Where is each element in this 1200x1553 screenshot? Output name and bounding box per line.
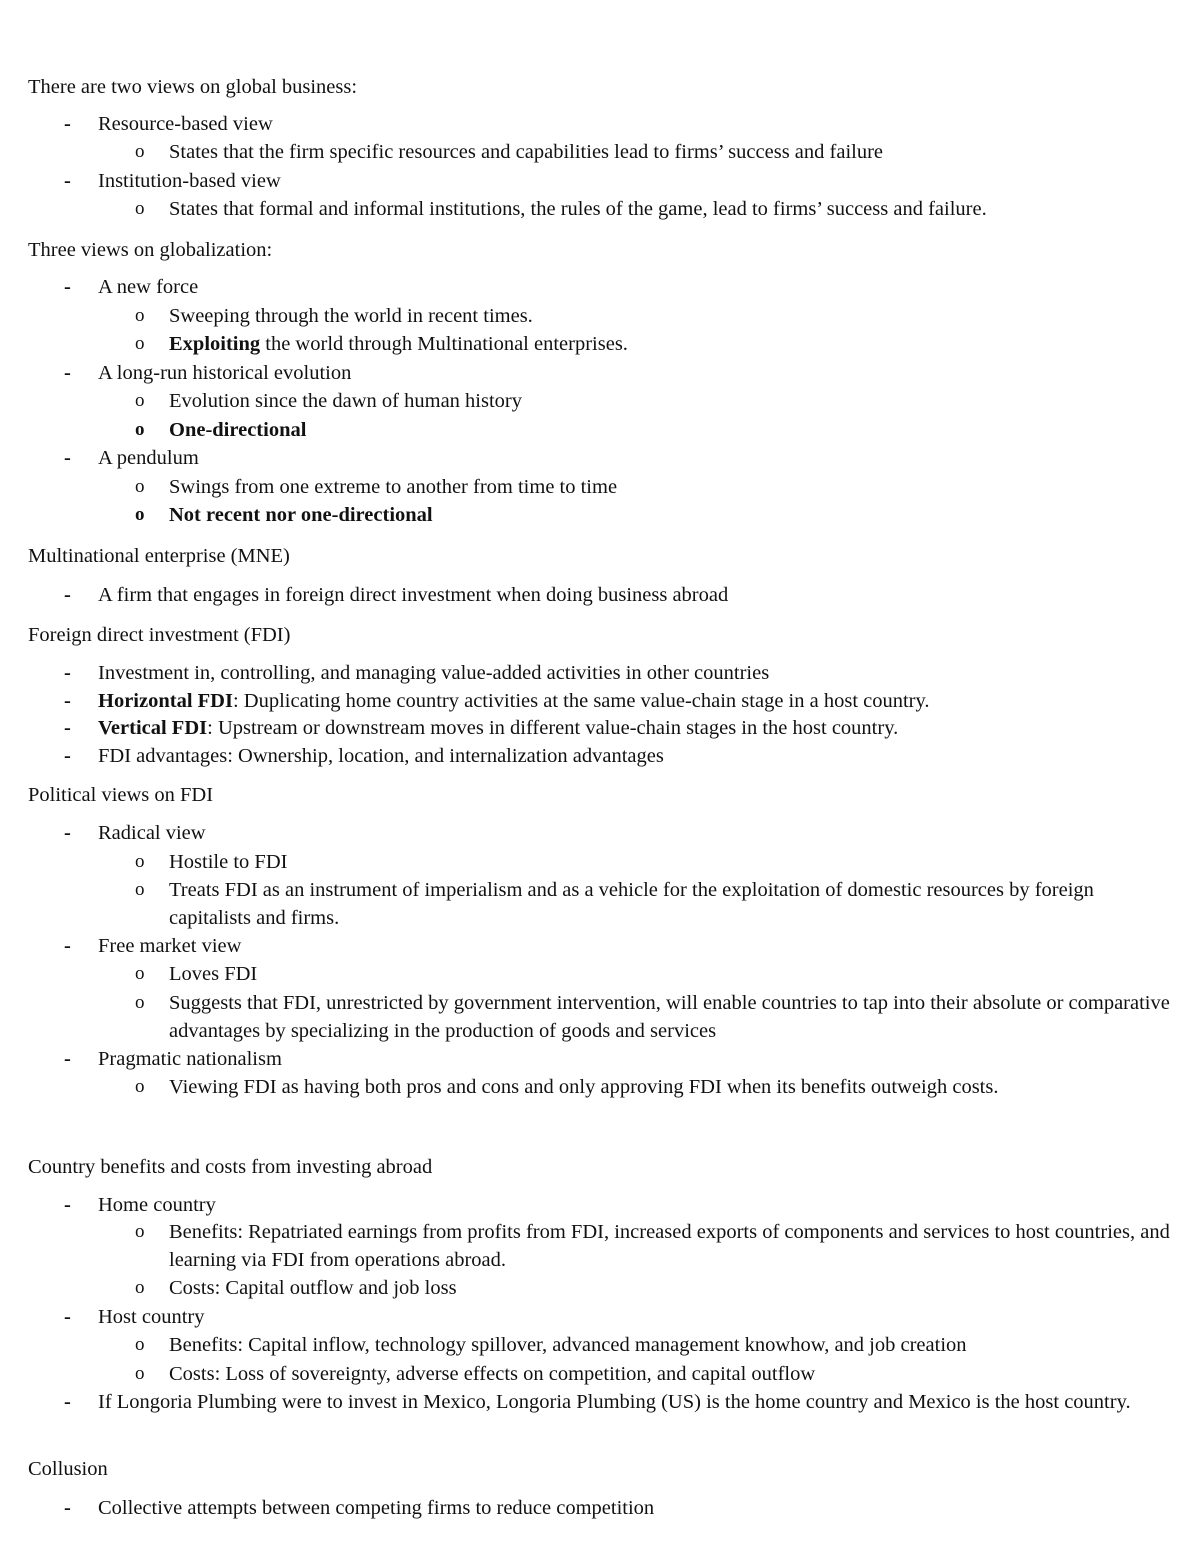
circle-bullet: o [135, 476, 145, 497]
dash-bullet: - [64, 447, 71, 469]
circle-bullet: o [135, 992, 145, 1013]
list-item [98, 110, 273, 138]
list-item [98, 444, 199, 472]
dash-bullet: - [64, 1497, 71, 1519]
list-item-text: Host country [98, 1306, 205, 1328]
section-heading: Political views on FDI [28, 784, 214, 806]
sub-list-item [169, 1218, 1179, 1274]
sub-list-item [169, 960, 257, 988]
list-item [98, 273, 198, 301]
list-item-text: A pendulum [98, 447, 199, 469]
list-item [98, 581, 728, 609]
list-item [98, 1045, 282, 1073]
sub-list-item [169, 848, 287, 876]
circle-bullet: o [135, 390, 145, 411]
dash-bullet: - [64, 662, 71, 684]
sub-list-item-bold: Exploiting [169, 333, 261, 355]
list-item [98, 359, 351, 387]
list-item-text: Home country [98, 1194, 216, 1216]
list-item-text: Radical view [98, 822, 206, 844]
sub-list-item-text: States that the firm specific resources and capabilities lead to firms’ success and failure [169, 141, 884, 163]
list-item [98, 932, 241, 960]
sub-list-item-text: Treats FDI as an instrument of imperialism and as a vehicle for the exploitation of domestic resources by foreign capitalists and firms. [169, 879, 1094, 929]
list-item-bold: Horizontal FDI [98, 690, 233, 712]
list-item [98, 1303, 204, 1331]
list-item [98, 1388, 1178, 1416]
sub-list-item [169, 473, 617, 501]
list-item-text: Pragmatic nationalism [98, 1048, 282, 1070]
sub-list-item [169, 1073, 998, 1101]
sub-list-item-text: Benefits: Capital inflow, technology spillover, advanced management knowhow, and job creation [169, 1334, 967, 1356]
list-item [98, 1191, 216, 1219]
sub-list-item-text: Swings from one extreme to another from time to time [169, 476, 618, 498]
sub-list-item [169, 1331, 967, 1359]
sub-list-item [169, 330, 628, 358]
sub-list-item [169, 876, 1179, 932]
circle-bullet: o [135, 1277, 145, 1298]
circle-bullet: o [135, 198, 145, 219]
sub-list-item [169, 302, 533, 330]
circle-bullet: o [135, 1363, 145, 1384]
dash-bullet: - [64, 584, 71, 606]
list-item-text: A firm that engages in foreign direct investment when doing business abroad [98, 584, 729, 606]
sub-list-item-text: Sweeping through the world in recent times. [169, 305, 533, 327]
dash-bullet: - [64, 745, 71, 767]
circle-bullet: o [135, 1334, 145, 1355]
sub-list-item-text: Suggests that FDI, unrestricted by government intervention, will enable countries to tap into their absolute or comparative advantages by specializing in the production of goods and services [169, 992, 1170, 1042]
sub-list-item-text: Costs: Capital outflow and job loss [169, 1277, 457, 1299]
dash-bullet: - [64, 1048, 71, 1070]
list-item-bold: Vertical FDI [98, 717, 208, 739]
dash-bullet: - [64, 935, 71, 957]
sub-list-item-bold: One-directional [169, 419, 307, 441]
list-item [98, 742, 664, 770]
list-item-text: Institution-based view [98, 170, 281, 192]
dash-bullet: - [64, 690, 71, 712]
circle-bullet: o [135, 419, 145, 440]
list-item-text: : Duplicating home country activities at the same value-chain stage in a host country. [232, 690, 930, 712]
circle-bullet: o [135, 879, 145, 900]
circle-bullet: o [135, 305, 145, 326]
list-item [98, 714, 898, 742]
list-item [98, 819, 206, 847]
circle-bullet: o [135, 333, 145, 354]
sub-list-item [169, 989, 1179, 1045]
list-item-text: Free market view [98, 935, 242, 957]
section-heading: Foreign direct investment (FDI) [28, 624, 291, 646]
circle-bullet: o [135, 141, 145, 162]
sub-list-item [169, 501, 433, 529]
list-item-text: Resource-based view [98, 113, 273, 135]
list-item-text: A long-run historical evolution [98, 362, 352, 384]
sub-list-item-text: States that formal and informal institutions, the rules of the game, lead to firms’ success and failure. [169, 198, 987, 220]
section-heading: Three views on globalization: [28, 239, 273, 261]
circle-bullet: o [135, 504, 145, 525]
sub-list-item [169, 195, 987, 223]
sub-list-item-bold: Not recent nor one-directional [169, 504, 433, 526]
dash-bullet: - [64, 822, 71, 844]
list-item-text: Investment in, controlling, and managing value-added activities in other countries [98, 662, 770, 684]
sub-list-item [169, 1274, 457, 1302]
section-heading: Country benefits and costs from investing abroad [28, 1156, 433, 1178]
sub-list-item [169, 387, 522, 415]
circle-bullet: o [135, 1076, 145, 1097]
list-item [98, 1494, 654, 1522]
sub-list-item-text: Benefits: Repatriated earnings from profits from FDI, increased exports of components and services to host countries, and learning via FDI from operations abroad. [169, 1221, 1170, 1271]
dash-bullet: - [64, 1194, 71, 1216]
dash-bullet: - [64, 170, 71, 192]
list-item-text: FDI advantages: Ownership, location, and internalization advantages [98, 745, 664, 767]
sub-list-item [169, 138, 883, 166]
section-heading: Multinational enterprise (MNE) [28, 545, 290, 567]
circle-bullet: o [135, 963, 145, 984]
sub-list-item-text: Viewing FDI as having both pros and cons and only approving FDI when its benefits outweigh costs. [169, 1076, 999, 1098]
sub-list-item-text: Costs: Loss of sovereignty, adverse effects on competition, and capital outflow [169, 1363, 816, 1385]
dash-bullet: - [64, 717, 71, 739]
sub-list-item-text: Hostile to FDI [169, 851, 288, 873]
sub-list-item-text: Evolution since the dawn of human history [169, 390, 522, 412]
list-item [98, 167, 281, 195]
sub-list-item-text: the world through Multinational enterprises. [260, 333, 628, 355]
dash-bullet: - [64, 276, 71, 298]
section-heading: Collusion [28, 1458, 108, 1480]
dash-bullet: - [64, 362, 71, 384]
dash-bullet: - [64, 1306, 71, 1328]
list-item [98, 687, 930, 715]
sub-list-item [169, 1360, 815, 1388]
list-item-text: Collective attempts between competing firms to reduce competition [98, 1497, 655, 1519]
sub-list-item [169, 416, 306, 444]
dash-bullet: - [64, 113, 71, 135]
circle-bullet: o [135, 1221, 145, 1242]
circle-bullet: o [135, 851, 145, 872]
dash-bullet: - [64, 1391, 71, 1413]
list-item [98, 659, 769, 687]
section-heading: There are two views on global business: [28, 76, 358, 98]
list-item-text: If Longoria Plumbing were to invest in Mexico, Longoria Plumbing (US) is the home country and Mexico is the host country. [98, 1391, 1131, 1413]
list-item-text: : Upstream or downstream moves in different value-chain stages in the host country. [207, 717, 899, 739]
list-item-text: A new force [98, 276, 199, 298]
sub-list-item-text: Loves FDI [169, 963, 258, 985]
